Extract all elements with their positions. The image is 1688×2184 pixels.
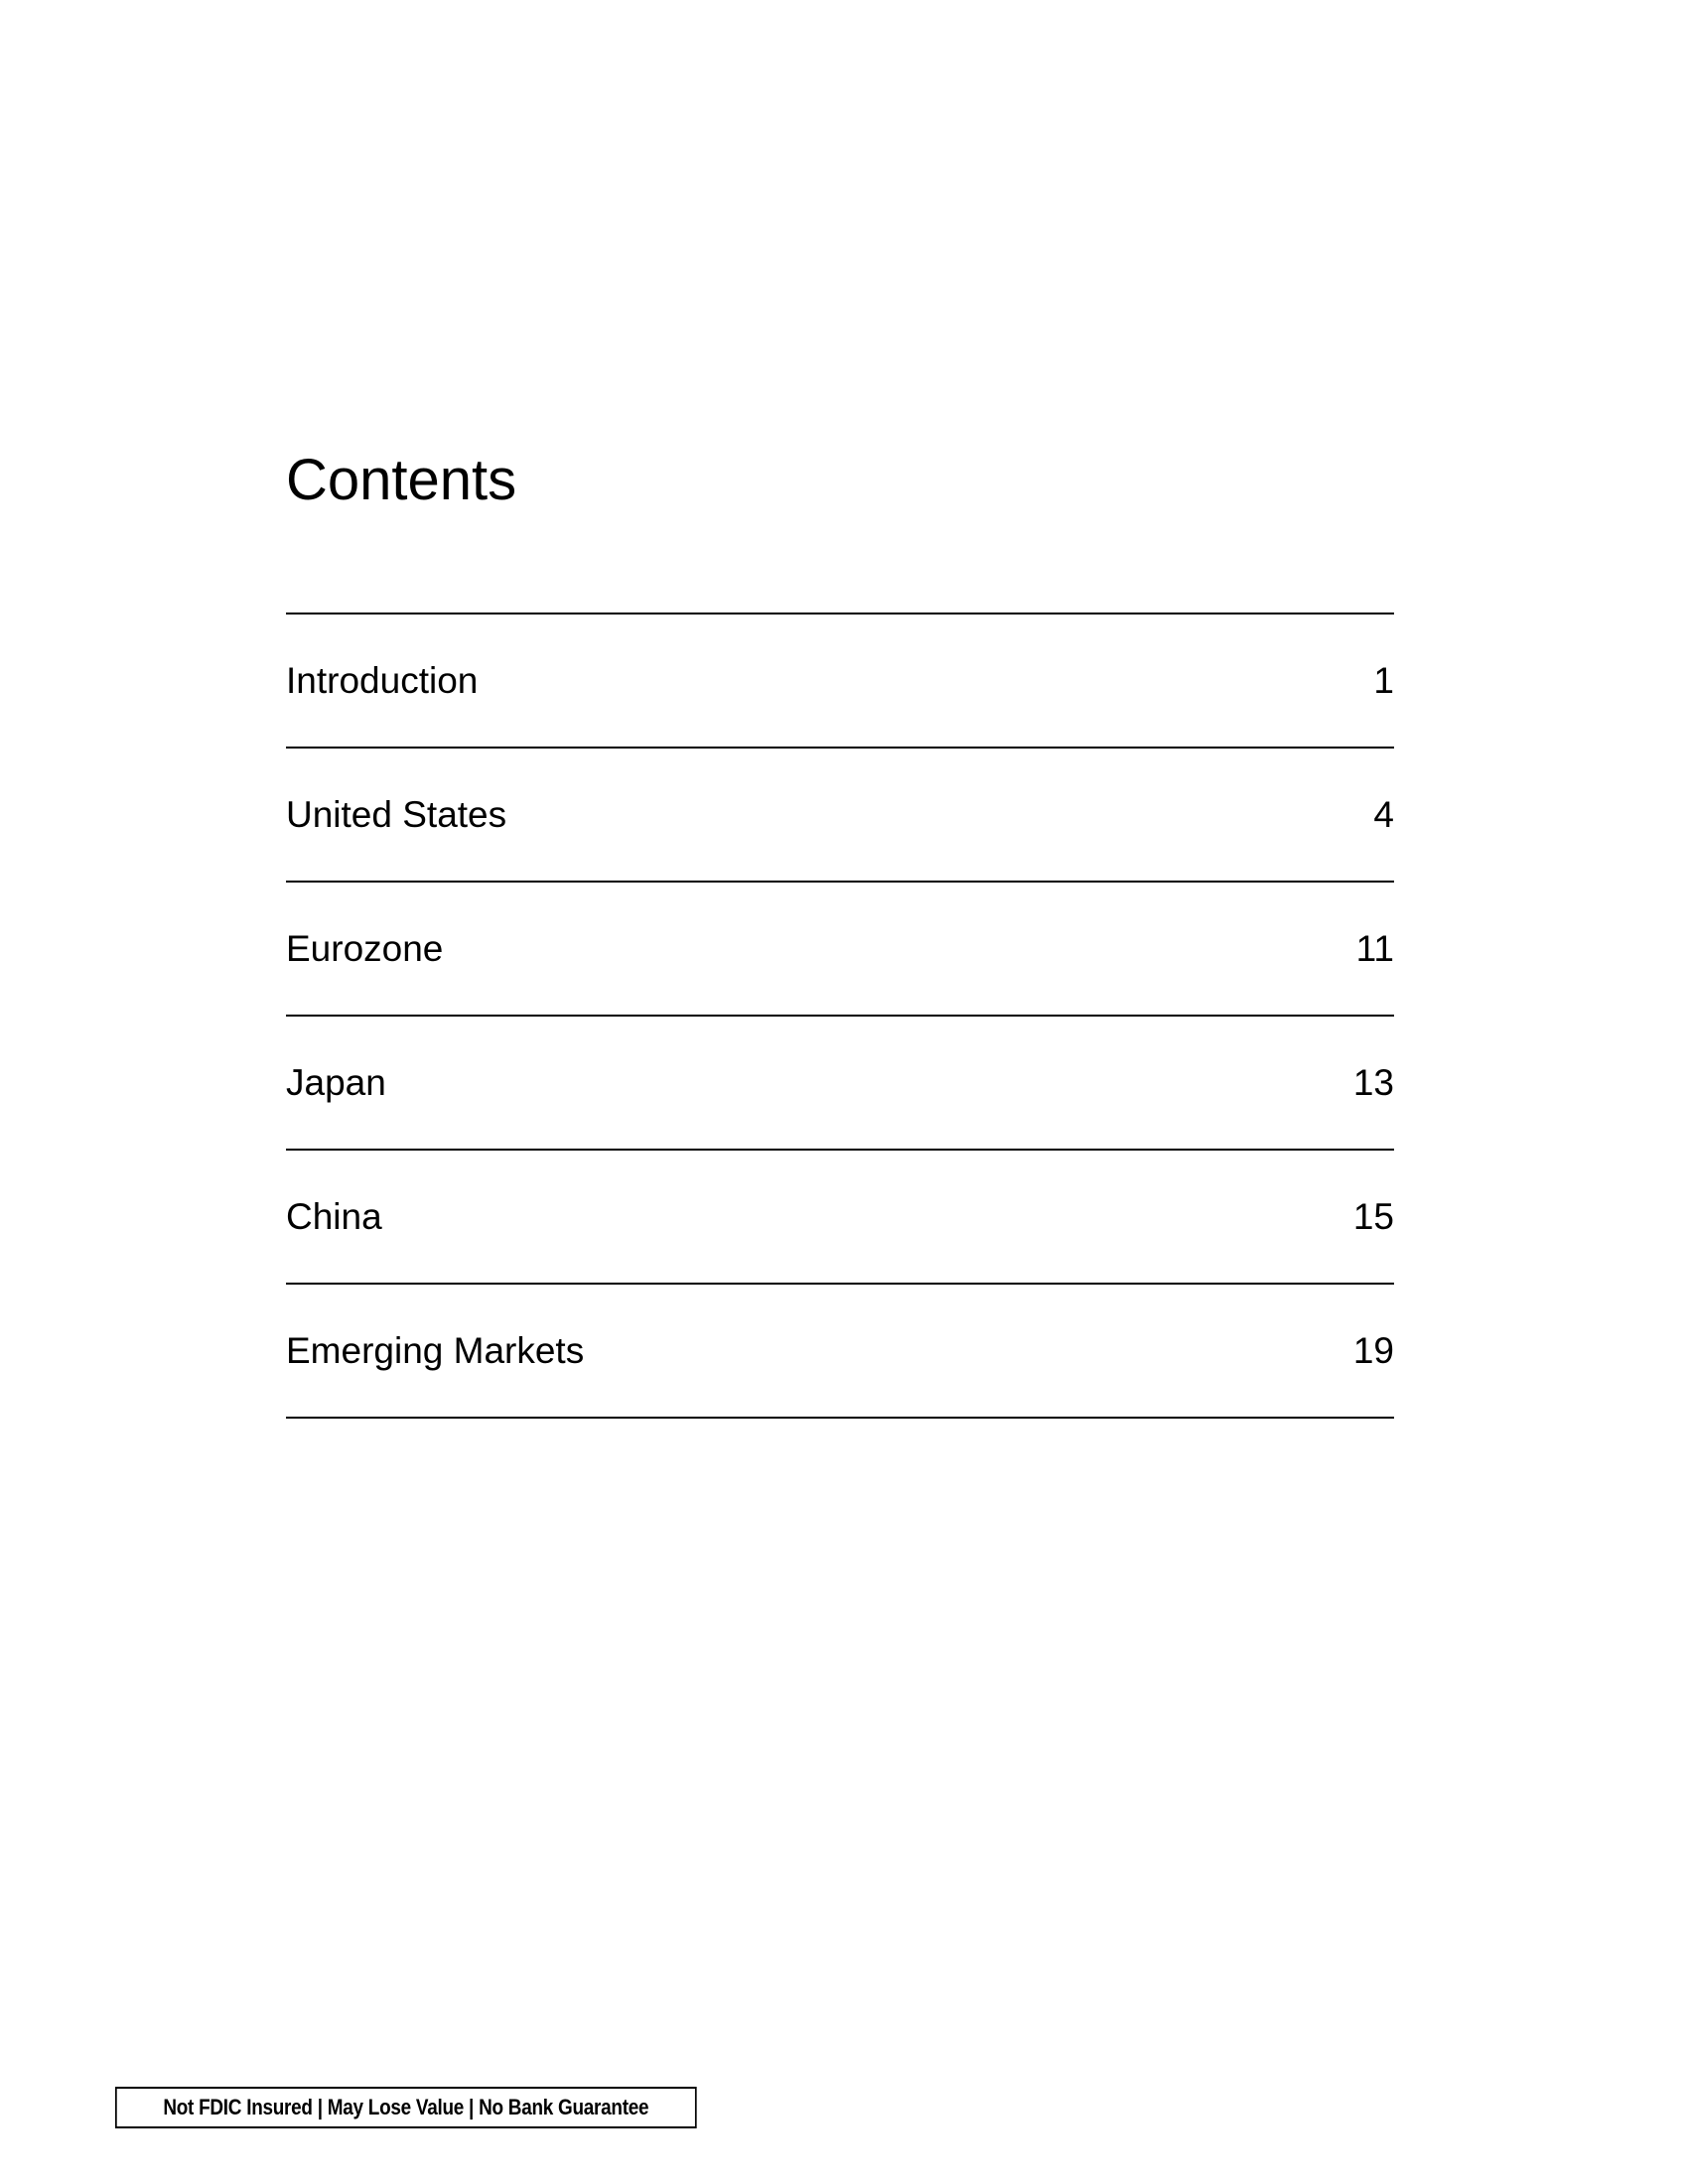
- toc-entry-page-number: 1: [1373, 660, 1394, 701]
- toc-entry-label: Emerging Markets: [286, 1330, 585, 1371]
- toc-entry-page-number: 19: [1352, 1330, 1394, 1371]
- toc-entry-page-number: 13: [1352, 1062, 1394, 1103]
- toc-entry-page-number: 4: [1373, 794, 1394, 835]
- toc-entry-china[interactable]: [286, 1151, 1394, 1285]
- page-title: Contents: [286, 448, 517, 512]
- toc-entry-label: Japan: [286, 1062, 386, 1103]
- toc-entry-emerging-markets[interactable]: [286, 1285, 1394, 1419]
- toc-entry-eurozone[interactable]: [286, 883, 1394, 1017]
- toc-entry-label: Eurozone: [286, 928, 444, 969]
- toc-entry-label: United States: [286, 794, 507, 835]
- toc-entry-page-number: 15: [1352, 1196, 1394, 1237]
- toc-entry-united-states[interactable]: [286, 749, 1394, 883]
- toc-entry-japan[interactable]: [286, 1017, 1394, 1151]
- fdic-disclaimer-box: Not FDIC Insured | May Lose Value | No Bank Guarantee: [115, 2087, 697, 2128]
- table-of-contents: [286, 613, 1394, 1419]
- toc-entry-introduction[interactable]: [286, 614, 1394, 749]
- toc-entry-label: China: [286, 1196, 382, 1237]
- toc-entry-label: Introduction: [286, 660, 479, 701]
- toc-entry-page-number: 11: [1355, 928, 1394, 969]
